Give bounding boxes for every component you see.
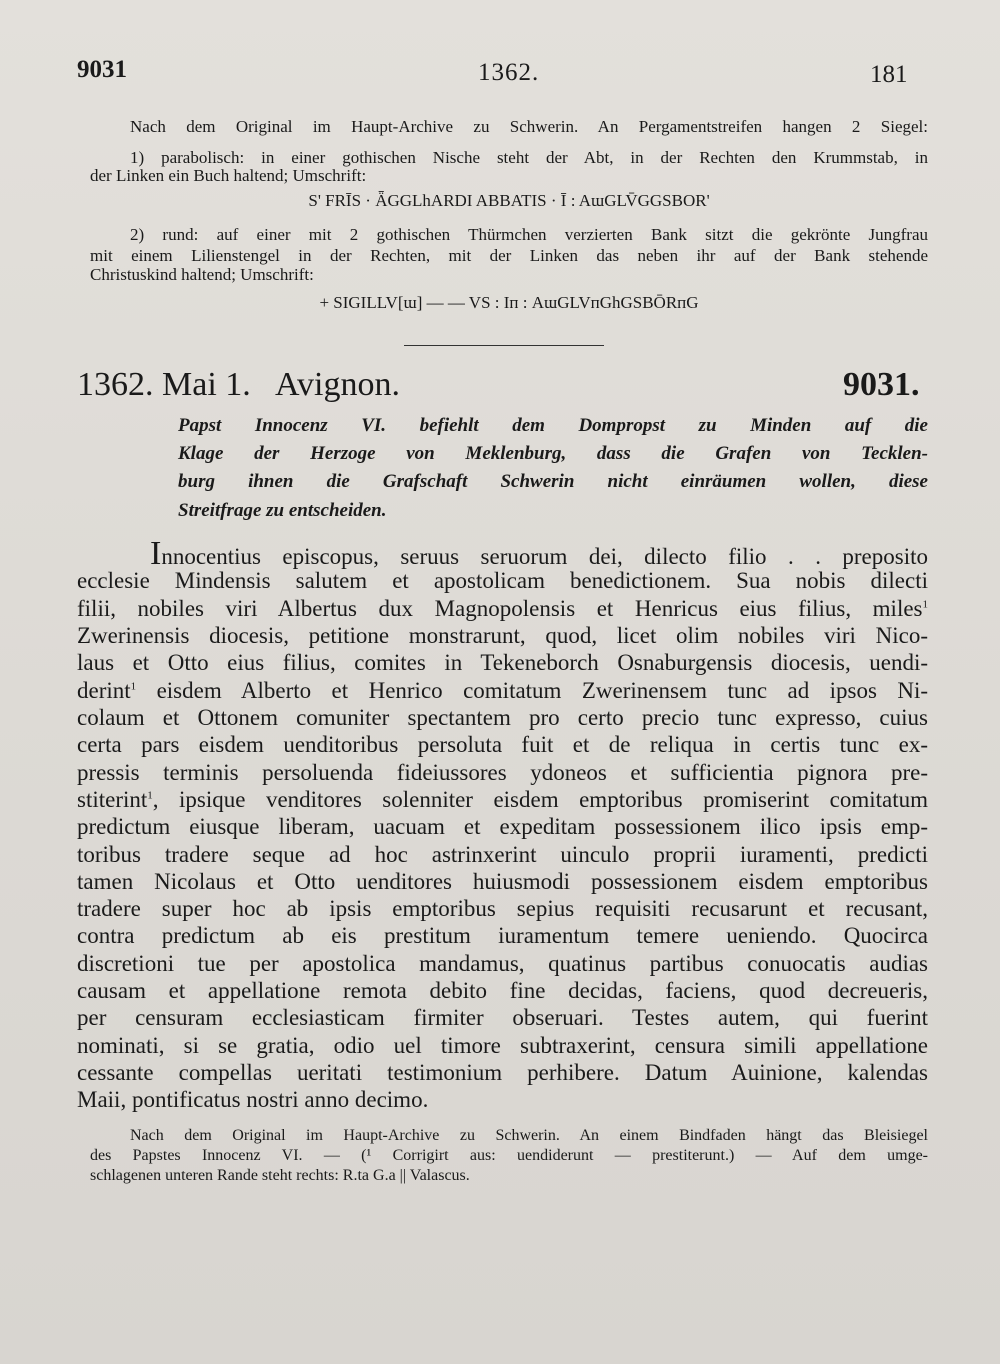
- seal1-description-line: 1) parabolisch: in einer gothischen Nische steht der Abt, in der Rechten den Krummstab, in: [130, 148, 928, 167]
- seal2-description-line: mit einem Lilienstengel in der Rechten, mit der Linken das neben ihr auf der Bank stehende: [90, 246, 928, 265]
- body-line: predictum eiusque liberam, uacuam et expeditam possessionem ilico ipsis emp-: [77, 814, 928, 839]
- body-line: tradere super hoc ab ipsis emptoribus sepius requisiti recusarunt et recusant,: [77, 896, 928, 921]
- footnote-mark: 1: [147, 789, 153, 802]
- footnote-mark: 1: [130, 680, 137, 693]
- body-line-text: eisdem Alberto et Henrico comitatum Zwerinensem tunc ad ipsos Ni-: [156, 678, 928, 703]
- body-line: [77, 595, 928, 622]
- entry-place: Avignon.: [275, 366, 400, 403]
- body-first-line: [150, 535, 928, 572]
- summary-line: Klage der Herzoge von Meklenburg, dass die Grafen von Tecklen-: [178, 443, 928, 464]
- seal2-legend: + SIGILLV[ɯ] — — VS : Iᴨ : AɯGLVᴨGhGSBŌRᴨG: [319, 293, 699, 312]
- entry-date: 1362. Mai 1.: [77, 366, 251, 403]
- seal1-legend: S' FRĪS · ǞGGLhARDI ABBATIS · Ī : AɯGLV̄GGSBOR': [308, 191, 710, 210]
- body-line: certa pars eisdem uenditoribus persoluta fuit et de reliqua in certis tunc ex-: [77, 732, 928, 757]
- summary-line: burg ihnen die Grafschaft Schwerin nicht einräumen wollen, diese: [178, 471, 928, 492]
- drop-initial: I: [150, 535, 162, 572]
- body-line: ecclesie Mindensis salutem et apostolicam benedictionem. Sua nobis dilecti: [77, 568, 928, 593]
- body-line: laus et Otto eius filius, comites in Tekeneborch Osnaburgensis diocesis, uendi-: [77, 650, 928, 675]
- summary-line: Papst Innocenz VI. befiehlt dem Dompropst zu Minden auf die: [178, 415, 928, 436]
- body-line: per censuram ecclesiasticam firmiter obseruari. Testes autem, qui fuerint: [77, 1005, 928, 1030]
- body-line: nominati, si se gratia, odio uel timore subtraxerint, censura simili appellatione: [77, 1033, 928, 1058]
- source-note-line: Nach dem Original im Haupt-Archive zu Schwerin. An einem Bindfaden hängt das Bleisiegel: [130, 1127, 928, 1144]
- preamble-source-line: Nach dem Original im Haupt-Archive zu Schwerin. An Pergamentstreifen hangen 2 Siegel:: [130, 117, 928, 136]
- header-year: 1362.: [478, 59, 540, 86]
- body-line: discretioni tue per apostolica mandamus, quatinus partibus conuocatis audias: [77, 951, 928, 976]
- body-line: [77, 677, 928, 704]
- body-line: colaum et Ottonem comuniter spectantem pro certo precio tunc expresso, cuius: [77, 705, 928, 730]
- body-line: pressis terminis persoluenda fideiussores ydoneos et sufficientia pignora pre-: [77, 760, 928, 785]
- source-note-line: des Papstes Innocenz VI. — (¹ Corrigirt aus: uendiderunt — prestiterunt.) — Auf dem umge-: [90, 1147, 928, 1164]
- body-line-text: derint: [77, 678, 131, 703]
- header-page-number: 181: [870, 61, 908, 88]
- body-line: contra predictum ab eis prestitum iuramentum temere ueniendo. Quocirca: [77, 923, 928, 948]
- body-line: toribus tradere seque ad hoc astrinxerint uinculo proprii iuramenti, predicti: [77, 842, 928, 867]
- body-line: causam et appellatione remota debito fine decidas, faciens, quod decreueris,: [77, 978, 928, 1003]
- source-note-line: schlagenen unteren Rande steht rechts: R.ta G.a || Valascus.: [90, 1167, 470, 1184]
- body-line-text: filii, nobiles viri Albertus dux Magnopolensis et Henricus eius filius, miles: [77, 596, 923, 621]
- footnote-mark: 1: [922, 598, 928, 611]
- body-line: tamen Nicolaus et Otto uenditores huiusmodi possessionem eisdem emptoribus: [77, 869, 928, 894]
- seal2-description-line: 2) rund: auf einer mit 2 gothischen Thürmchen verzierten Bank sitzt die gekrönte Jungfrau: [130, 225, 928, 244]
- body-line: [77, 786, 928, 813]
- entry-number: 9031.: [843, 366, 920, 403]
- body-line: cessante compellas ueritati testimonium perhibere. Datum Auinione, kalendas: [77, 1060, 928, 1085]
- body-line: nnocentius episcopus, seruus seruorum dei, dilecto filio . . preposito: [161, 544, 928, 569]
- body-line-text: stiterint: [77, 787, 148, 812]
- header-document-number: 9031: [77, 56, 127, 83]
- summary-line: Streitfrage zu entscheiden.: [178, 500, 387, 521]
- seal1-description-line: der Linken ein Buch haltend; Umschrift:: [90, 166, 367, 185]
- body-line: Zwerinensis diocesis, petitione monstrarunt, quod, licet olim nobiles viri Nico-: [77, 623, 928, 648]
- section-divider: [404, 345, 604, 346]
- seal2-description-line: Christuskind haltend; Umschrift:: [90, 265, 314, 284]
- body-line: Maii, pontificatus nostri anno decimo.: [77, 1087, 429, 1112]
- body-line-text: , ipsique venditores solenniter eisdem emptoribus promiserint comitatum: [152, 787, 928, 812]
